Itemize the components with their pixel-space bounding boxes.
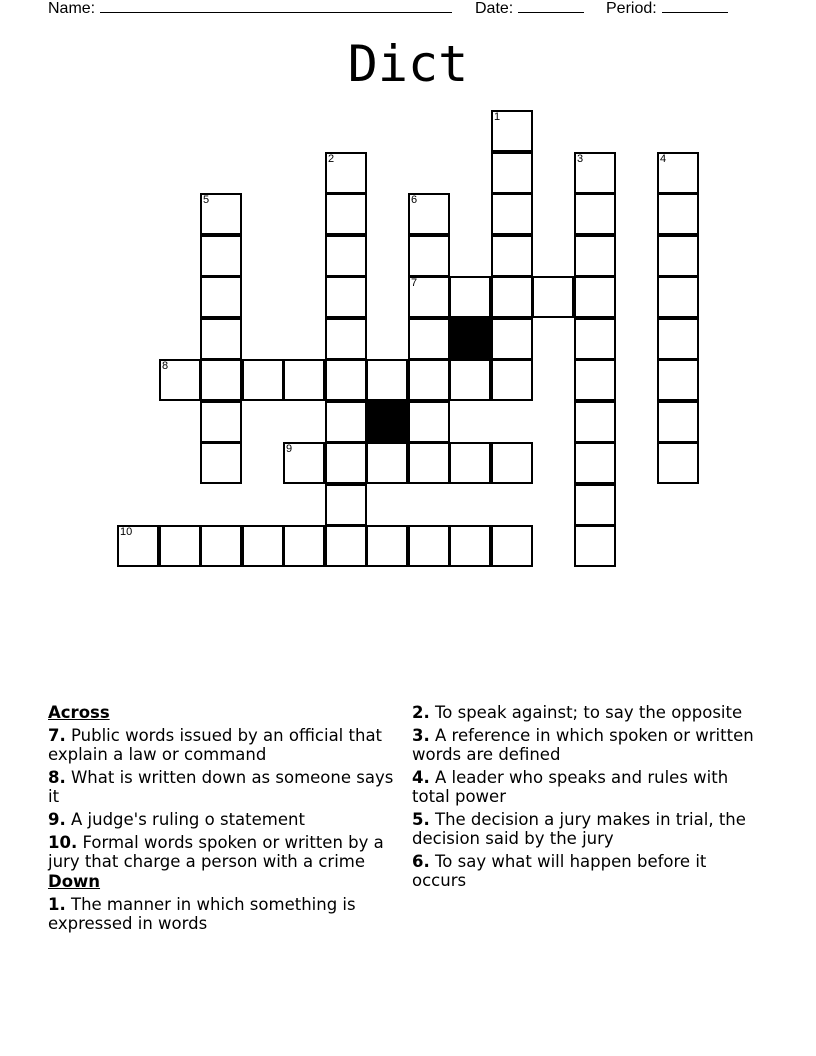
cell-number: 8 — [162, 360, 169, 372]
clue-text: A reference in which spoken or written words are defined — [412, 726, 754, 764]
crossword-cell[interactable] — [491, 442, 533, 484]
crossword-cell[interactable] — [159, 359, 201, 401]
across-clue — [48, 810, 408, 829]
clue-text: To say what will happen before it occurs — [412, 852, 707, 890]
crossword-cell[interactable] — [491, 318, 533, 360]
crossword-cell[interactable] — [408, 318, 450, 360]
crossword-cell[interactable] — [325, 235, 367, 277]
crossword-cell[interactable] — [574, 152, 616, 194]
crossword-cell[interactable] — [200, 525, 242, 567]
crossword-cell[interactable] — [574, 442, 616, 484]
crossword-cell[interactable] — [491, 235, 533, 277]
cell-number: 7 — [411, 277, 418, 289]
cell-number: 10 — [120, 526, 133, 538]
crossword-cell[interactable] — [408, 235, 450, 277]
clue-number: 7. — [48, 726, 66, 745]
crossword-cell[interactable] — [491, 193, 533, 235]
crossword-cell[interactable] — [657, 235, 699, 277]
crossword-cell[interactable] — [200, 235, 242, 277]
across-heading: Across — [48, 703, 110, 722]
crossword-cell[interactable] — [657, 359, 699, 401]
page-title: Dict — [347, 35, 469, 93]
crossword-cell[interactable] — [200, 401, 242, 443]
crossword-cell[interactable] — [366, 359, 408, 401]
crossword-cell[interactable] — [325, 318, 367, 360]
crossword-cell[interactable] — [449, 276, 491, 318]
cell-number: 6 — [411, 194, 418, 206]
crossword-cell[interactable] — [408, 359, 450, 401]
crossword-cell[interactable] — [491, 525, 533, 567]
clue-text: Formal words spoken or written by a jury that charge a person with a crime — [48, 833, 384, 871]
down-clue — [412, 852, 762, 890]
across-clue — [48, 768, 408, 806]
crossword-cell[interactable] — [657, 401, 699, 443]
crossword-cell[interactable] — [200, 359, 242, 401]
clue-number: 6. — [412, 852, 430, 871]
clue-text: To speak against; to say the opposite — [429, 703, 743, 722]
clue-number: 2. — [412, 703, 430, 722]
crossword-cell[interactable] — [325, 401, 367, 443]
crossword-cell[interactable] — [532, 276, 574, 318]
crossword-cell[interactable] — [325, 525, 367, 567]
crossword-cell[interactable] — [325, 193, 367, 235]
crossword-cell[interactable] — [657, 193, 699, 235]
crossword-cell[interactable] — [574, 401, 616, 443]
clue-number: 5. — [412, 810, 430, 829]
clues-left-column — [48, 703, 408, 937]
clue-text: The decision a jury makes in trial, the decision said by the jury — [412, 810, 746, 848]
clue-number: 1. — [48, 895, 66, 914]
crossword-cell[interactable] — [325, 359, 367, 401]
down-clue — [412, 726, 762, 764]
crossword-cell[interactable] — [325, 442, 367, 484]
crossword-cell[interactable] — [159, 525, 201, 567]
crossword-cell[interactable] — [366, 525, 408, 567]
crossword-cell[interactable] — [657, 442, 699, 484]
crossword-cell[interactable] — [325, 484, 367, 526]
cell-number: 5 — [203, 194, 210, 206]
crossword-cell[interactable] — [574, 276, 616, 318]
across-clue — [48, 726, 408, 764]
crossword-cell[interactable] — [200, 318, 242, 360]
crossword-cell[interactable] — [574, 318, 616, 360]
clue-text: What is written down as someone says it — [48, 768, 394, 806]
down-clue — [412, 703, 762, 722]
crossword-cell[interactable] — [574, 235, 616, 277]
crossword-cell[interactable] — [491, 110, 533, 152]
cell-number: 9 — [286, 443, 293, 455]
crossword-cell[interactable] — [408, 193, 450, 235]
crossword-cell[interactable] — [200, 442, 242, 484]
clue-text: The manner in which something is expressed in words — [48, 895, 356, 933]
crossword-cell[interactable] — [657, 318, 699, 360]
crossword-cell[interactable] — [283, 525, 325, 567]
black-square — [366, 401, 408, 443]
down-clue — [412, 768, 762, 806]
crossword-cell[interactable] — [325, 152, 367, 194]
clue-text: A leader who speaks and rules with total power — [412, 768, 729, 806]
clue-text: Public words issued by an official that explain a law or command — [48, 726, 383, 764]
down-clue — [412, 810, 762, 848]
date-label: Date: — [475, 0, 514, 17]
crossword-cell[interactable] — [491, 152, 533, 194]
cell-number: 3 — [577, 153, 584, 165]
cell-number: 4 — [660, 153, 667, 165]
down-heading: Down — [48, 872, 101, 891]
name-label: Name: — [48, 0, 96, 17]
across-clue — [48, 833, 408, 871]
crossword-cell[interactable] — [449, 442, 491, 484]
crossword-cell[interactable] — [449, 359, 491, 401]
crossword-cell[interactable] — [242, 525, 284, 567]
crossword-cell[interactable] — [491, 359, 533, 401]
crossword-cell[interactable] — [366, 442, 408, 484]
clue-number: 10. — [48, 833, 78, 852]
crossword-cell[interactable] — [200, 193, 242, 235]
crossword-cell[interactable] — [117, 525, 159, 567]
black-square — [449, 318, 491, 360]
crossword-cell[interactable] — [491, 276, 533, 318]
crossword-cell[interactable] — [574, 525, 616, 567]
clue-number: 9. — [48, 810, 66, 829]
clues-right-column — [412, 703, 762, 894]
crossword-cell[interactable] — [449, 525, 491, 567]
down-clue — [48, 895, 408, 933]
crossword-cell[interactable] — [657, 152, 699, 194]
clue-number: 4. — [412, 768, 430, 787]
crossword-cell[interactable] — [408, 401, 450, 443]
cell-number: 2 — [328, 153, 335, 165]
crossword-cell[interactable] — [408, 276, 450, 318]
crossword-cell[interactable] — [408, 442, 450, 484]
crossword-cell[interactable] — [242, 359, 284, 401]
crossword-cell[interactable] — [325, 276, 367, 318]
crossword-cell[interactable] — [408, 525, 450, 567]
crossword-cell[interactable] — [283, 442, 325, 484]
cell-number: 1 — [494, 111, 501, 123]
crossword-cell[interactable] — [657, 276, 699, 318]
clue-number: 3. — [412, 726, 430, 745]
crossword-cell[interactable] — [283, 359, 325, 401]
crossword-cell[interactable] — [574, 359, 616, 401]
clue-text: A judge's ruling o statement — [65, 810, 305, 829]
crossword-cell[interactable] — [574, 193, 616, 235]
crossword-cell[interactable] — [574, 484, 616, 526]
clue-number: 8. — [48, 768, 66, 787]
crossword-cell[interactable] — [200, 276, 242, 318]
period-label: Period: — [606, 0, 657, 17]
